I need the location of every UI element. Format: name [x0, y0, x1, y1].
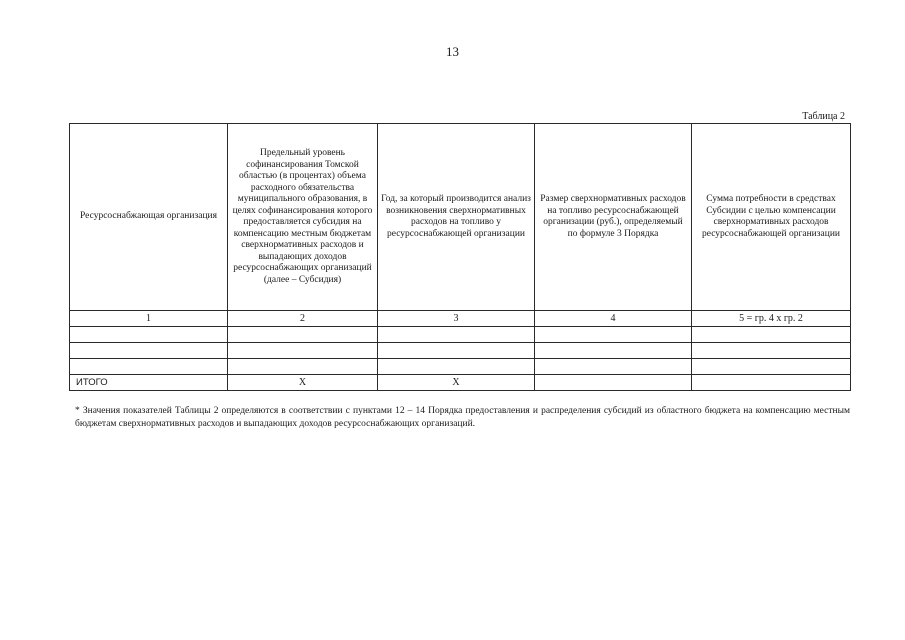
- column-number: 5 = гр. 4 х гр. 2: [692, 311, 851, 327]
- header-subsidy-need: Сумма потребности в средствах Субсидии с целью компенсации сверхнормативных расходов ресурсоснабжающей организации: [692, 124, 851, 311]
- total-label: ИТОГО: [70, 375, 228, 391]
- total-cell: Х: [228, 375, 378, 391]
- column-number: 4: [535, 311, 692, 327]
- total-cell: [692, 375, 851, 391]
- table-cell: [228, 343, 378, 359]
- table-row: [70, 359, 851, 375]
- table-cell: [70, 343, 228, 359]
- table-cell: [378, 327, 535, 343]
- column-number: 1: [70, 311, 228, 327]
- header-excess-fuel-costs: Размер сверхнормативных расходов на топливо ресурсоснабжающей организации (руб.), определяемый по формуле 3 Порядка: [535, 124, 692, 311]
- table-cell: [70, 359, 228, 375]
- header-cofinancing-level: Предельный уровень софинансирования Томской областью (в процентах) объема расходного обязательства муниципального образования, в целях софинансирования которого предоставляется субсидия на компенсацию местным бюджетам сверхнормативных расходов и выпадающих доходов ресурсоснабжающих организаций (далее – Субсидия): [228, 124, 378, 311]
- column-number: 2: [228, 311, 378, 327]
- table-cell: [378, 359, 535, 375]
- page-number: 13: [446, 44, 459, 59]
- table-caption: Таблица 2: [802, 111, 845, 122]
- table-cell: [535, 327, 692, 343]
- total-row: [70, 375, 851, 391]
- header-organization: Ресурсоснабжающая организация: [70, 124, 228, 311]
- table-cell: [692, 359, 851, 375]
- column-number-row: [70, 311, 851, 327]
- table-cell: [70, 327, 228, 343]
- table-cell: [692, 327, 851, 343]
- table-cell: [228, 359, 378, 375]
- table-cell: [535, 343, 692, 359]
- table-cell: [378, 343, 535, 359]
- table-row: [70, 343, 851, 359]
- table-cell: [692, 343, 851, 359]
- table-header-row: [70, 124, 851, 311]
- total-cell: [535, 375, 692, 391]
- header-analysis-year: Год, за который производится анализ возникновения сверхнормативных расходов на топливо у ресурсоснабжающей организации: [378, 124, 535, 311]
- footnote: * Значения показателей Таблицы 2 определяются в соответствии с пунктами 12 – 14 Порядка предоставления и распределения субсидий из областного бюджета на компенсацию местным бюджетам сверхнормативных расходов и выпадающих доходов ресурсоснабжающих организаций.: [75, 406, 850, 429]
- table-row: [70, 327, 851, 343]
- total-cell: Х: [378, 375, 535, 391]
- table-cell: [535, 359, 692, 375]
- column-number: 3: [378, 311, 535, 327]
- data-table: [69, 123, 851, 391]
- table-cell: [228, 327, 378, 343]
